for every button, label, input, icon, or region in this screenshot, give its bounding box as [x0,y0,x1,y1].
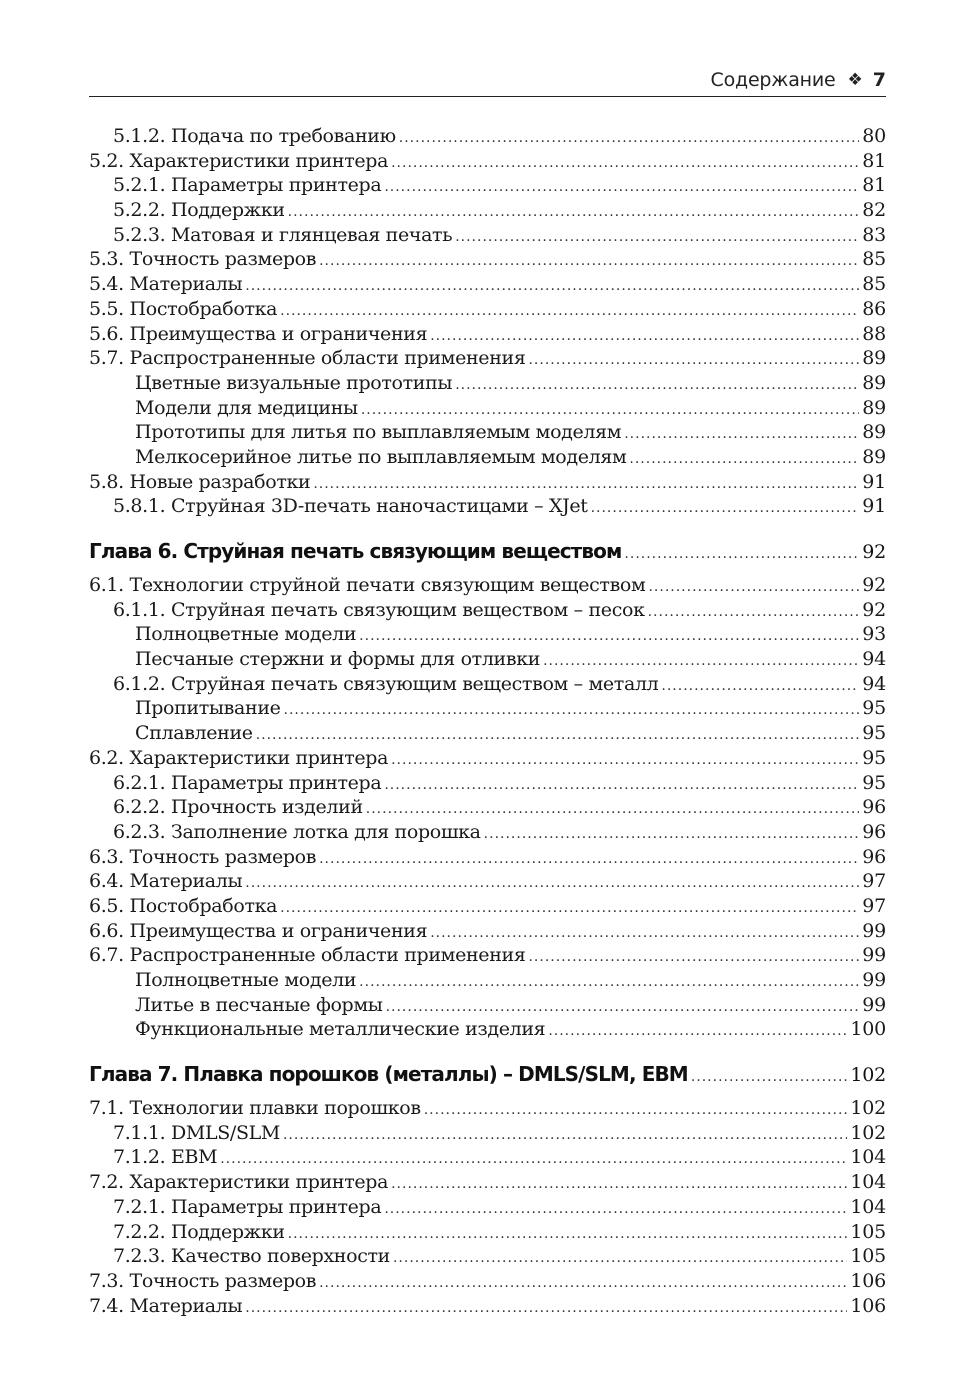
entry-title: 5.4. Материалы [89,273,243,296]
running-header [89,64,886,97]
entry-title: 6.2.2. Прочность изделий [113,796,363,819]
entry-title: 5.5. Постобработка [89,297,278,320]
dot-leader [691,1055,848,1099]
dot-leader [288,200,860,225]
dot-leader [430,324,859,349]
entry-page-number: 96 [862,820,886,843]
dot-leader [528,348,859,373]
toc-entry[interactable] [89,297,886,322]
entry-page-number: 85 [862,248,886,271]
toc-entry[interactable] [89,420,886,445]
toc-entry[interactable] [89,124,886,149]
entry-page-number: 95 [862,771,886,794]
dot-leader [393,1246,847,1271]
entry-page-number: 85 [862,273,886,296]
entry-page-number: 89 [862,347,886,370]
entry-page-number: 89 [862,421,886,444]
header-page-number: 7 [872,69,886,91]
toc-entry[interactable] [89,1195,886,1220]
entry-title: 7.2.2. Поддержки [113,1220,285,1243]
dot-leader [245,274,859,299]
dot-leader [384,1197,847,1222]
dot-leader [455,225,859,250]
entry-page-number: 91 [862,495,886,518]
toc-entry[interactable] [89,993,886,1018]
dot-leader [543,649,859,674]
dot-leader [245,1296,847,1321]
dot-leader [624,422,859,447]
toc-entry[interactable] [89,820,886,845]
entry-title: 6.7. Распространенные области применения [89,944,526,967]
dot-leader [386,995,860,1020]
dot-leader [648,600,860,625]
entry-title: Пропитывание [135,697,281,720]
entry-page-number: 92 [862,598,886,621]
toc-entry[interactable] [89,1145,886,1170]
toc-entry[interactable] [89,173,886,198]
entry-page-number: 95 [862,746,886,769]
dot-leader [256,723,860,748]
entry-page-number: 82 [862,199,886,222]
dot-leader [283,1123,847,1148]
entry-page-number: 93 [862,623,886,646]
entry-page-number: 97 [862,870,886,893]
toc-entry[interactable] [89,672,886,697]
entry-page-number: 105 [850,1245,886,1268]
toc-entry[interactable] [89,968,886,993]
toc-entry[interactable] [89,322,886,347]
entry-page-number: 99 [862,993,886,1016]
header-ornament-icon: ❖ [847,69,863,90]
dot-leader [528,945,859,970]
entry-page-number: 81 [862,174,886,197]
entry-title: Песчаные стержни и формы для отливки [135,648,541,671]
entry-page-number: 97 [862,894,886,917]
entry-title: 6.2. Характеристики принтера [89,746,389,769]
chapter-title: Глава 7. Плавка порошков (металлы) – DMLS/SLM, EBM [89,1062,688,1087]
entry-title: 7.3. Точность размеров [89,1269,317,1292]
toc-entry[interactable] [89,1294,886,1319]
dot-leader [384,773,859,798]
toc-entry[interactable] [89,149,886,174]
entry-page-number: 91 [862,470,886,493]
entry-page-number: 102 [850,1121,886,1144]
entry-title: 7.1.1. DMLS/SLM [113,1121,280,1144]
entry-page-number: 104 [850,1146,886,1169]
entry-title: 5.8. Новые разработки [89,470,311,493]
dot-leader [391,151,859,176]
entry-title: 6.2.1. Параметры принтера [113,771,382,794]
entry-title: 5.2. Характеристики принтера [89,149,389,172]
entry-title: 7.1.2. EBM [113,1146,218,1169]
entry-title: 5.8.1. Струйная 3D-печать наночастицами – XJet [113,495,588,518]
entry-title: 7.4. Материалы [89,1294,243,1317]
toc-entry[interactable] [89,272,886,297]
entry-page-number: 88 [862,322,886,345]
toc-chapter-entry[interactable] [89,1052,886,1096]
entry-page-number: 96 [862,796,886,819]
dot-leader [361,398,859,423]
toc-entry[interactable] [89,371,886,396]
dot-leader [384,175,859,200]
entry-title: 6.1.2. Струйная печать связующим веществом – металл [113,672,659,695]
entry-title: 5.6. Преимущества и ограничения [89,322,428,345]
toc-entry[interactable] [89,845,886,870]
entry-page-number: 80 [862,125,886,147]
toc-entry[interactable] [89,696,886,721]
entry-page-number: 94 [862,648,886,671]
toc-entry[interactable] [89,746,886,771]
toc-entry[interactable] [89,1170,886,1195]
toc-entry[interactable] [89,869,886,894]
toc-entry[interactable] [89,445,886,470]
entry-page-number: 89 [862,371,886,394]
toc-entry[interactable] [89,771,886,796]
entry-title: 5.3. Точность размеров [89,248,317,271]
entry-title: Мелкосерийное литье по выплавляемым моделям [135,445,627,468]
entry-title: Сплавление [135,722,253,745]
dot-leader [319,249,859,274]
toc-chapter-entry[interactable] [89,529,886,573]
entry-title: 7.2.3. Качество поверхности [113,1245,390,1268]
toc-entry[interactable] [89,795,886,820]
entry-page-number: 104 [850,1171,886,1194]
entry-page-number: 89 [862,445,886,468]
entry-title: 6.4. Материалы [89,870,243,893]
entry-title: 5.7. Распространенные области применения [89,347,526,370]
entry-page-number: 94 [862,672,886,695]
entry-title: 6.1.1. Струйная печать связующим веществом – песок [113,598,645,621]
entry-page-number: 92 [862,541,886,563]
entry-page-number: 99 [862,919,886,942]
dot-leader [648,575,859,600]
entry-page-number: 106 [850,1269,886,1292]
toc-entry[interactable] [89,943,886,968]
dot-leader [319,847,859,872]
dot-leader [624,532,859,576]
entry-title: 6.3. Точность размеров [89,845,317,868]
dot-leader [359,970,859,995]
dot-leader [591,496,860,521]
toc-entry[interactable] [89,396,886,421]
dot-leader [280,299,859,324]
toc-entry[interactable] [89,346,886,371]
entry-page-number: 92 [862,574,886,596]
entry-page-number: 96 [862,845,886,868]
toc-entry[interactable] [89,494,886,519]
toc-entry[interactable] [89,1220,886,1245]
dot-leader [629,447,859,472]
toc-entry[interactable] [89,470,886,495]
entry-title: 5.1.2. Подача по требованию [113,125,396,147]
dot-leader [284,698,860,723]
toc-entry[interactable] [89,598,886,623]
chapter-title: Глава 6. Струйная печать связующим веществом [89,539,622,563]
toc-entry[interactable] [89,1269,886,1294]
toc-entry[interactable] [89,1121,886,1146]
entry-title: 6.5. Постобработка [89,894,278,917]
dot-leader [391,1172,847,1197]
dot-leader [399,126,859,151]
entry-title: 6.6. Преимущества и ограничения [89,919,428,942]
toc-entry[interactable] [89,1017,886,1042]
entry-title: Полноцветные модели [135,969,357,991]
entry-title: 5.2.3. Матовая и глянцевая печать [113,223,453,246]
dot-leader [220,1147,847,1172]
toc-entry[interactable] [89,894,886,919]
dot-leader [391,748,859,773]
dot-leader [280,896,859,921]
entry-page-number: 105 [850,1220,886,1243]
entry-page-number: 102 [850,1097,886,1120]
toc-entry[interactable] [89,1096,886,1121]
entry-title: Литье в песчаные формы [135,993,383,1016]
dot-leader [455,373,859,398]
dot-leader [484,822,860,847]
entry-page-number: 100 [850,1018,886,1041]
entry-title: Полноцветные модели [135,623,357,646]
entry-page-number: 102 [850,1064,886,1087]
toc-entry[interactable] [89,721,886,746]
toc-entry[interactable] [89,223,886,248]
entry-title: Цветные визуальные прототипы [135,371,453,394]
dot-leader [313,472,859,497]
dot-leader [359,624,859,649]
entry-page-number: 104 [850,1195,886,1218]
dot-leader [661,674,859,699]
entry-page-number: 83 [862,223,886,246]
entry-title: 7.1. Технологии плавки порошков [89,1097,421,1120]
entry-page-number: 89 [862,396,886,419]
toc-entry[interactable] [89,198,886,223]
entry-page-number: 86 [862,297,886,320]
entry-page-number: 81 [862,149,886,172]
entry-title: Прототипы для литья по выплавляемым моделям [135,421,622,444]
entry-page-number: 106 [850,1294,886,1317]
dot-leader [319,1271,847,1296]
entry-title: 7.2.1. Параметры принтера [113,1195,382,1218]
entry-page-number: 95 [862,722,886,745]
dot-leader [366,797,859,822]
toc-entry[interactable] [89,647,886,672]
entry-title: 5.2.2. Поддержки [113,199,285,222]
toc-entry[interactable] [89,622,886,647]
dot-leader [548,1019,847,1044]
toc-entry[interactable] [89,1244,886,1269]
dot-leader [430,921,859,946]
entry-title: Модели для медицины [135,396,358,419]
dot-leader [288,1222,848,1247]
table-of-contents [89,124,886,1318]
dot-leader [245,871,859,896]
entry-title: Функциональные металлические изделия [135,1018,546,1041]
toc-entry[interactable] [89,919,886,944]
entry-title: 7.2. Характеристики принтера [89,1171,389,1194]
entry-page-number: 95 [862,697,886,720]
toc-entry[interactable] [89,247,886,272]
entry-title: 6.2.3. Заполнение лотка для порошка [113,820,481,843]
dot-leader [424,1098,848,1123]
entry-page-number: 99 [862,944,886,967]
entry-page-number: 99 [862,969,886,991]
toc-entry[interactable] [89,573,886,598]
entry-title: 5.2.1. Параметры принтера [113,174,382,197]
header-title: Содержание [710,69,836,91]
entry-title: 6.1. Технологии струйной печати связующим веществом [89,574,646,596]
